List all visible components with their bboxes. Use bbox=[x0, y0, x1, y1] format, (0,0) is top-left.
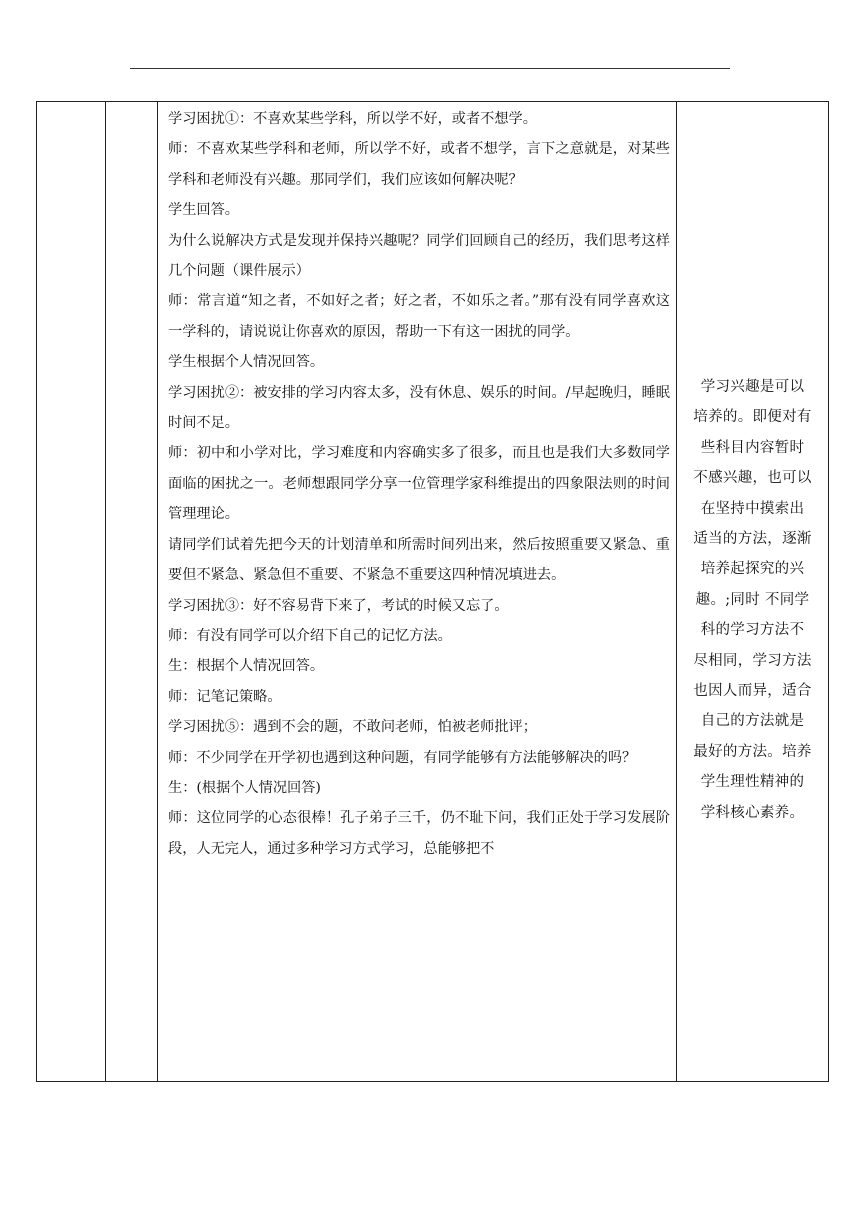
teaching-content bbox=[158, 102, 676, 864]
content-paragraph: 师：常言道“知之者，不如好之者；好之者，不如乐之者。”那有没有同学喜欢这一学科的，请说说让你喜欢的原因，帮助一下有这一困扰的同学。 bbox=[168, 293, 670, 340]
table-row bbox=[37, 102, 829, 1082]
content-paragraph: 学生回答。 bbox=[168, 202, 239, 219]
content-paragraph: 请同学们试着先把今天的计划清单和所需时间列出来，然后按照重要又紧急、重要但不紧急、紧急但不重要、不紧急不重要这四种情况填进去。 bbox=[168, 536, 670, 584]
design-intent bbox=[677, 102, 828, 828]
design-intent-line: 科的学习方法不 bbox=[700, 622, 805, 639]
stage-cell bbox=[37, 102, 106, 1082]
content-paragraph: 学习困扰③：好不容易背下来了，考试的时候又忘了。 bbox=[168, 597, 509, 614]
design-intent-line: 最好的方法。培养 bbox=[693, 743, 812, 760]
content-paragraph: 师：不少同学在开学初也遇到这种问题，有同学能够有方法能够解决的吗？ bbox=[168, 749, 637, 766]
design-intent-line: 自己的方法就是 bbox=[700, 713, 805, 730]
time-cell bbox=[106, 102, 158, 1082]
lesson-plan-table bbox=[36, 101, 829, 1082]
content-paragraph: 生：(根据个人情况回答) bbox=[168, 779, 321, 796]
content-paragraph: 为什么说解决方式是发现并保持兴趣呢？同学们回顾自己的经历，我们思考这样几个问题（课件展示） bbox=[168, 232, 670, 280]
design-intent-line: 趣。;同时 不同学 bbox=[695, 591, 810, 608]
content-paragraph: 学习困扰①：不喜欢某些学科，所以学不好，或者不想学。 bbox=[168, 111, 537, 127]
design-intent-line: 不感兴趣，也可以 bbox=[693, 470, 812, 487]
design-intent-line: 培养的。即便对有 bbox=[693, 409, 812, 426]
design-intent-line: 学习兴趣是可以 bbox=[700, 379, 805, 395]
content-paragraph: 师：初中和小学对比，学习难度和内容确实多了很多，而且也是我们大多数同学面临的困扰之一。老师想跟同学分享一位管理学家科维提出的四象限法则的时间管理理论。 bbox=[168, 445, 670, 523]
design-intent-line: 在坚持中摸索出 bbox=[700, 500, 805, 517]
teaching-content-cell bbox=[158, 102, 677, 1082]
content-paragraph: 学习困扰⑤：遇到不会的题，不敢问老师，怕被老师批评； bbox=[168, 719, 537, 736]
content-paragraph: 学习困扰②：被安排的学习内容太多，没有休息、娱乐的时间。/早起晚归，睡眠时间不足。 bbox=[168, 384, 670, 432]
design-intent-line: 尽相同，学习方法 bbox=[693, 652, 812, 669]
content-paragraph: 师：不喜欢某些学科和老师，所以学不好，或者不想学，言下之意就是，对某些学科和老师没有兴趣。那同学们，我们应该如何解决呢？ bbox=[168, 141, 670, 188]
content-paragraph: 师：记笔记策略。 bbox=[168, 688, 282, 705]
design-intent-line: 学生理性精神的 bbox=[700, 774, 805, 791]
design-intent-line: 学科核心素养。 bbox=[700, 804, 805, 821]
design-intent-line: 也因人而异，适合 bbox=[693, 683, 812, 700]
design-intent-line: 适当的方法，逐渐 bbox=[693, 531, 812, 548]
content-paragraph: 生：根据个人情况回答。 bbox=[168, 658, 325, 675]
content-paragraph: 师：有没有同学可以介绍下自己的记忆方法。 bbox=[168, 627, 452, 644]
content-paragraph: 师：这位同学的心态很棒！孔子弟子三千，仍不耻下问，我们正处于学习发展阶段，人无完人，通过多种学习方式学习，总能够把不 bbox=[168, 810, 670, 857]
content-paragraph: 学生根据个人情况回答。 bbox=[168, 354, 325, 371]
design-intent-line: 些科目内容暂时 bbox=[700, 439, 805, 456]
header-rule bbox=[130, 68, 730, 69]
design-intent-cell bbox=[677, 102, 829, 1082]
design-intent-line: 培养起探究的兴 bbox=[700, 561, 805, 578]
